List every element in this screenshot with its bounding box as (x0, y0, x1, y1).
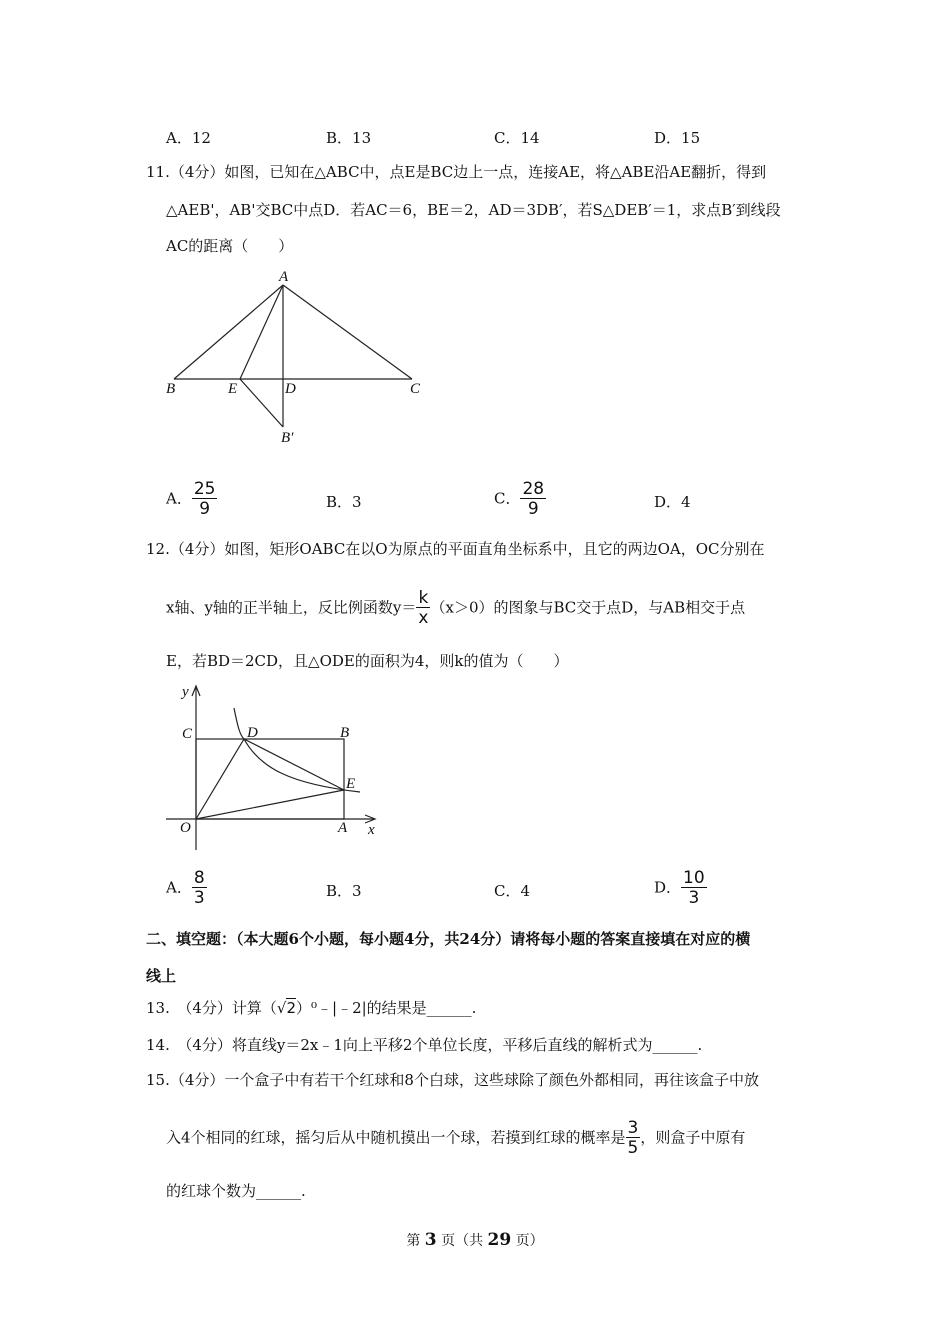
q12-option-d-num: 10 (683, 868, 705, 888)
q12-coordinate-figure (160, 680, 390, 855)
q12-fraction-k-over-x (416, 590, 430, 627)
q14-line: 14. （4分）将直线y＝2x﹣1向上平移2个单位长度，平移后直线的解析式为______. (146, 1036, 703, 1054)
page-footer (0, 1230, 950, 1250)
q12-line-2-a: x轴、y轴的正半轴上，反比例函数y＝ (166, 598, 417, 617)
q11-line-3: AC的距离（ ） (166, 237, 294, 255)
q10-option-c: C．14 (494, 129, 540, 147)
q12-line-2-b: （x＞0）的图象与BC交于点D，与AB相交于点 (430, 598, 746, 617)
q11-label-d: D (285, 381, 296, 397)
q10-option-b: B．13 (326, 129, 372, 147)
q15-line-2-b: ，则盒子中原有 (640, 1128, 746, 1147)
q12-option-a-fraction (192, 870, 207, 907)
section-2-heading-line-1: 二、填空题：（本大题6个小题，每小题4分，共24分）请将每小题的答案直接填在对应的横 (146, 930, 751, 948)
q11-option-c-num: 28 (522, 479, 545, 499)
q11-option-b: B．3 (326, 493, 362, 511)
q12-label-y: y (182, 684, 189, 700)
q12-fraction-den: x (418, 608, 429, 628)
q13-prefix: 13. （4分）计算（ (146, 999, 277, 1017)
q11-option-c (494, 481, 546, 518)
q12-option-b: B．3 (326, 882, 362, 900)
q12-option-c: C．4 (494, 882, 531, 900)
q11-label-e: E (228, 381, 238, 397)
q13-suffix: ）⁰﹣|﹣2|的结果是______. (296, 999, 477, 1017)
q12-label-b: B (340, 725, 350, 741)
section-2-heading-line-2: 线上 (146, 967, 177, 985)
q12-label-c: C (182, 726, 193, 742)
q12-label-o: O (180, 820, 191, 836)
q12-option-a-den: 3 (193, 888, 205, 908)
q12-option-d-prefix: D． (654, 878, 682, 897)
q11-option-a (166, 481, 217, 518)
q12-option-d (654, 870, 707, 907)
q11-label-bprime: B′ (281, 430, 294, 446)
q15-fraction-den: 5 (627, 1138, 639, 1158)
q11-label-a: A (279, 269, 289, 285)
q11-option-a-fraction (192, 481, 218, 518)
q12-fraction-num: k (418, 588, 429, 608)
q11-line-1: 11.（4分）如图，已知在△ABC中，点E是BC边上一点，连接AE，将△ABE沿AE翻折，得到 (146, 163, 767, 181)
footer-prefix: 第 (406, 1233, 425, 1249)
q15-line-2-a: 入4个相同的红球，摇匀后从中随机摸出一个球，若摸到红球的概率是 (166, 1128, 626, 1147)
q12-option-a-num: 8 (193, 868, 205, 888)
q11-option-a-num: 25 (193, 479, 216, 499)
q11-option-a-den: 9 (192, 498, 218, 518)
q12-label-a: A (338, 820, 348, 836)
q12-label-x: x (368, 822, 375, 838)
q12-line-1: 12.（4分）如图，矩形OABC在以O为原点的平面直角坐标系中，且它的两边OA，OC分别在 (146, 540, 765, 558)
footer-page-number: 3 (424, 1230, 437, 1250)
q13-sqrt-sign: √ (276, 999, 287, 1017)
q11-option-c-fraction (520, 481, 546, 518)
q11-triangle-figure (160, 265, 435, 450)
q11-option-c-prefix: C． (494, 489, 521, 508)
q11-option-a-prefix: A． (166, 489, 192, 508)
q15-line-1: 15.（4分）一个盒子中有若干个红球和8个白球，这些球除了颜色外都相同，再往该盒子中放 (146, 1071, 759, 1089)
q13-line (146, 997, 476, 1018)
q15-line-3: 的红球个数为______. (166, 1182, 306, 1200)
q12-option-a-prefix: A． (166, 878, 192, 897)
q15-fraction (626, 1120, 641, 1157)
footer-middle: 页（共 (436, 1233, 488, 1249)
q10-option-a: A．12 (166, 129, 211, 147)
q11-option-c-den: 9 (520, 498, 546, 518)
q13-radicand: 2 (286, 999, 297, 1017)
q12-option-d-den: 3 (681, 887, 707, 907)
q11-line-2: △AEB'，AB'交BC中点D．若AC＝6，BE＝2，AD＝3DB′，若S△DEB′＝1，求点B′到线段 (166, 201, 781, 219)
q11-label-c: C (410, 381, 421, 397)
footer-suffix: 页） (511, 1233, 544, 1249)
q12-line-2 (166, 590, 745, 627)
q12-label-d: D (247, 725, 258, 741)
q15-fraction-num: 3 (627, 1118, 639, 1138)
footer-total-pages: 29 (487, 1230, 512, 1250)
q12-option-a (166, 870, 207, 907)
q12-option-d-fraction (681, 870, 707, 907)
q12-label-e: E (346, 776, 356, 792)
q11-label-b: B (166, 381, 176, 397)
q10-option-d: D．15 (654, 129, 701, 147)
q15-line-2 (166, 1120, 745, 1157)
q12-line-3: E，若BD＝2CD，且△ODE的面积为4，则k的值为（ ） (166, 652, 569, 670)
q11-option-d: D．4 (654, 493, 691, 511)
